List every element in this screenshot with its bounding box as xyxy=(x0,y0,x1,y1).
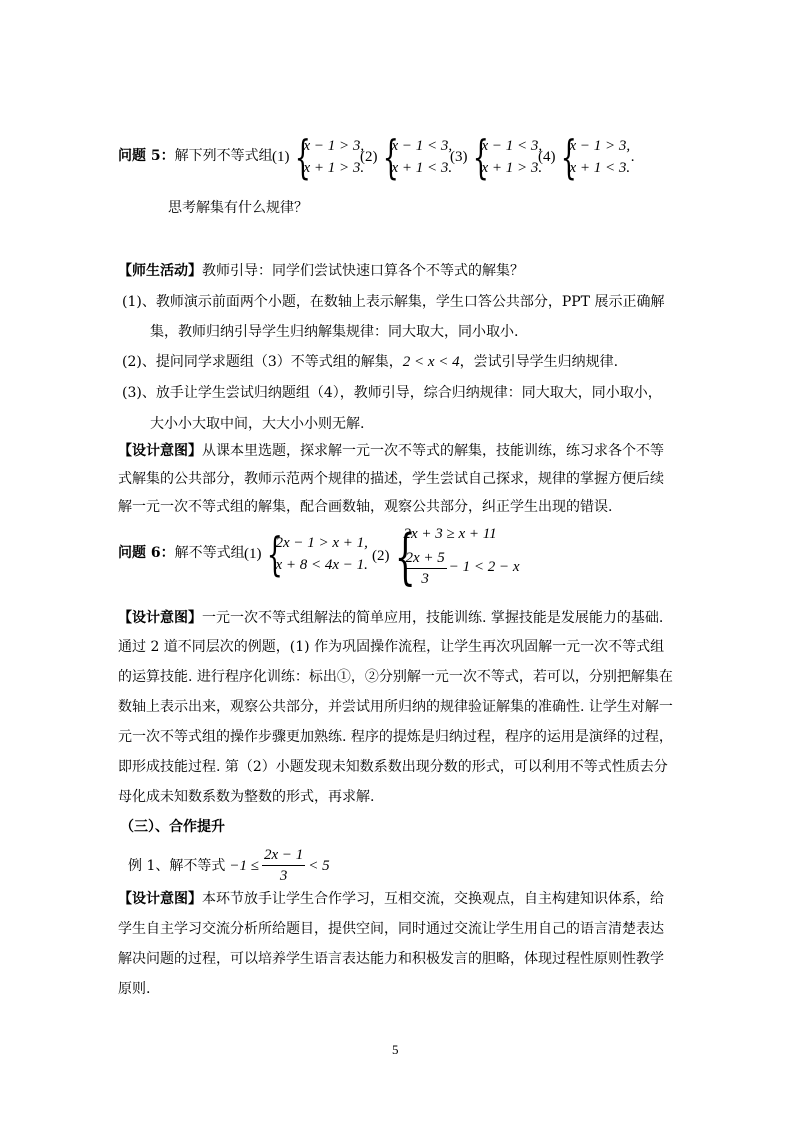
problem6-line xyxy=(118,543,245,563)
problem6-intro: 解不等式组 xyxy=(174,545,245,561)
problem6-label: 问题 6： xyxy=(118,545,175,561)
design2-line6: 即形成技能过程. 第（2）小题发现未知数系数出现分数的形式，可以利用不等式性质去分 xyxy=(118,759,668,775)
design1-line3: 解一元一次不等式组的解集，配合画数轴，观察公共部分，纠正学生出现的错误. xyxy=(118,499,613,515)
brace-icon: { xyxy=(382,130,399,184)
activity-lead: 教师引导：同学们尝试快速口算各个不等式的解集？ xyxy=(202,263,524,279)
brace-icon: { xyxy=(560,130,577,184)
design2-title: 【设计意图】 xyxy=(118,610,202,626)
problem5-system-4: (4) { x − 1 > 3, x + 1 < 3. . xyxy=(538,130,635,184)
problem5-label: 问题 5： xyxy=(118,148,175,164)
problem5-system-3: (3) { x − 1 < 3, x + 1 > 3. xyxy=(450,130,543,184)
problem5-question: 思考解集有什么规律？ xyxy=(168,200,308,216)
design2-line4: 数轴上表示出来，观察公共部分，并尝试用所归纳的规律验证解集的准确性. 让学生对解一 xyxy=(118,699,673,715)
activity-title: 【师生活动】 xyxy=(118,263,202,279)
design2-line3: 的运算技能. 进行程序化训练：标出①，②分别解一元一次不等式，若可以，分别把解集在 xyxy=(118,669,673,685)
problem6-system-1: (1) { 2x − 1 > x + 1, x + 8 < 4x − 1. xyxy=(244,527,368,581)
brace-icon: { xyxy=(266,527,283,581)
activity-item2: (2)、提问同学求题组（3）不等式组的解集，2 < x < 4，尝试引导学生归纳规律. xyxy=(122,354,619,370)
problem5-system-2: (2) { x − 1 < 3, x + 1 < 3. xyxy=(360,130,453,184)
activity-lead-line xyxy=(118,261,524,281)
design2-line5: 元一次不等式组的操作步骤更加熟练. 程序的提炼是归纳过程，程序的运用是演绎的过程， xyxy=(118,729,673,745)
activity-item3-b: 大小小大取中间，大大小小则无解. xyxy=(150,416,365,432)
brace-icon: { xyxy=(394,521,416,592)
brace-icon: { xyxy=(294,130,311,184)
problem5-intro: 解下列不等式组 xyxy=(174,148,273,164)
design3-title: 【设计意图】 xyxy=(118,891,202,907)
design1-title: 【设计意图】 xyxy=(118,443,202,459)
design3-line4: 原则. xyxy=(118,981,151,997)
section3-heading: （三）、合作提升 xyxy=(120,819,225,835)
design2-line2: 通过 2 道不同层次的例题，(1) 作为巩固操作流程，让学生再次巩固解一元一次不等式组 xyxy=(118,639,665,655)
design2-line7: 母化成未知数系数为整数的形式，再求解. xyxy=(118,789,375,805)
design3-line2: 学生自主学习交流分析所给题目，提供空间，同时通过交流让学生用自己的语言清楚表达 xyxy=(118,921,664,937)
design3-line3: 解决问题的过程，可以培养学生语言表达能力和积极发言的胆略，体现过程性原则性教学 xyxy=(118,951,664,967)
activity-item2-math: 2 < x < 4 xyxy=(402,354,460,370)
activity-item1-b: 集，教师归纳引导学生归纳解集规律：同大取大，同小取小. xyxy=(150,324,519,340)
problem5-system-1: (1) { x − 1 > 3, x + 1 > 3. xyxy=(272,130,365,184)
activity-item1-a: (1)、教师演示前面两个小题，在数轴上表示解集，学生口答公共部分，PPT 展示正确解 xyxy=(122,294,665,310)
design3-line1: 【设计意图】本环节放手让学生合作学习，互相交流，交换观点，自主构建知识体系，给 xyxy=(118,891,664,907)
design2-line1: 【设计意图】一元一次不等式组解法的简单应用，技能训练. 掌握技能是发展能力的基础. xyxy=(118,610,664,626)
brace-icon: { xyxy=(472,130,489,184)
page-number: 5 xyxy=(392,1042,399,1057)
problem6-system-2: (2) { 2x + 3 ≥ x + 11 $\frac{2x + 5}{3}$ − 1 < 2 − x xyxy=(372,521,520,592)
design1-line2: 式解集的公共部分，教师示范两个规律的描述，学生尝试自己探求，规律的掌握方便后续 xyxy=(118,471,664,487)
problem5-line xyxy=(118,146,273,166)
section3-example: 例 1、解不等式 −1 ≤ $\frac{2x - 1}{3}$ < 5 xyxy=(128,847,330,884)
activity-item3-a: (3)、放手让学生尝试归纳题组（4），教师引导，综合归纳规律：同大取大，同小取小， xyxy=(122,385,662,401)
design1-line1: 【设计意图】从课本里选题，探求解一元一次不等式的解集，技能训练，练习求各个不等 xyxy=(118,443,664,459)
